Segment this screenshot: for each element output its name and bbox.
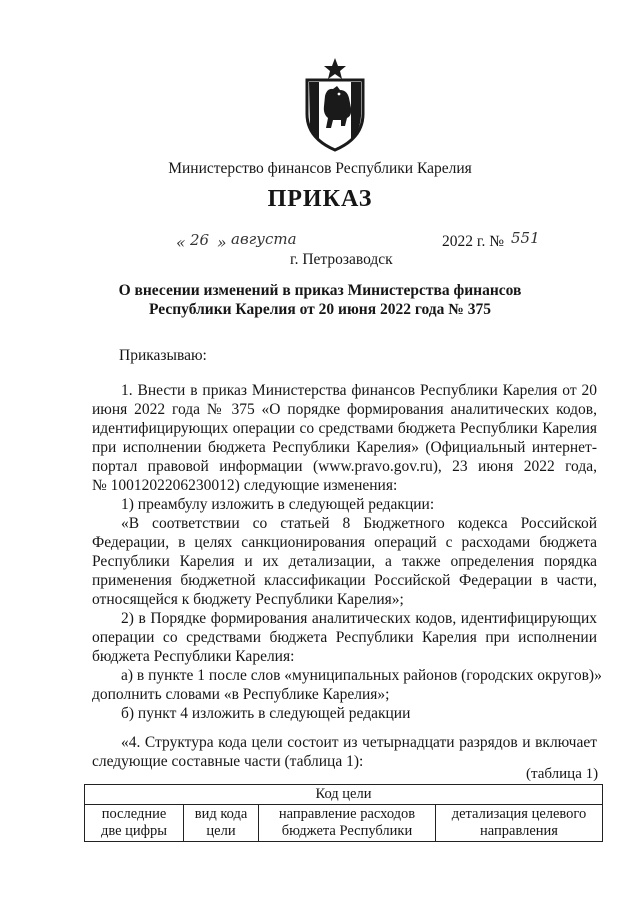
body-line: применения бюджетной классификации Российской Федерации в части,	[92, 572, 597, 589]
body-line: 1) преамбулу изложить в следующей редакции:	[121, 496, 435, 513]
body-line: «В соответствии со статьей 8 Бюджетного кодекса Российской	[121, 515, 597, 532]
cell-line: направления	[480, 823, 558, 839]
body-line: дополнить словами «в Республике Карелия»;	[92, 686, 390, 703]
body-line: операции со средствами бюджета Республики Карелия при исполнении	[92, 629, 597, 646]
table-cell	[184, 805, 259, 842]
coat-of-arms-icon	[297, 56, 373, 152]
body-line: 1. Внести в приказ Министерства финансов Республики Карелия от 20	[121, 382, 597, 399]
body-line: портал правовой информации (www.pravo.gov.ru), 23 июня 2022 года,	[92, 458, 597, 475]
body-line: относящейся к бюджету Республики Карелия»;	[92, 591, 404, 608]
table-cell	[436, 805, 603, 842]
document-type-title: ПРИКАЗ	[267, 186, 373, 212]
body-line: июня 2022 года № 375 «О порядке формирования аналитических кодов,	[92, 401, 597, 418]
body-line: б) пункт 4 изложить в следующей редакции	[121, 705, 411, 722]
ministry-name: Министерство финансов Республики Карелия	[168, 160, 472, 177]
cell-line: вид кода	[194, 806, 248, 822]
date-close-quote: »	[217, 234, 227, 252]
cell-line: две цифры	[100, 823, 168, 839]
date-month: августа	[231, 230, 297, 248]
cell-line: бюджета Республики	[281, 823, 413, 839]
cell-line: детализация целевого	[451, 806, 587, 822]
body-line: 2) в Порядке формирования аналитических кодов, идентифицирующих	[121, 610, 597, 627]
subject-line: О внесении изменений в приказ Министерства финансов	[118, 282, 522, 299]
date-number-line	[168, 228, 548, 252]
body-line: «4. Структура кода цели состоит из четырнадцати разрядов и включает	[121, 734, 597, 751]
date-day: 26	[190, 231, 210, 249]
body-line: бюджета Республики Карелия:	[92, 648, 295, 665]
table-header-cell: Код цели	[85, 785, 603, 805]
table-row	[85, 805, 603, 842]
city-label: г. Петрозаводск	[290, 251, 393, 268]
table-cell	[259, 805, 436, 842]
body-line: а) в пункте 1 после слов «муниципальных районов (городских округов)»	[121, 667, 602, 684]
body-line: Федерации, в целях санкционирования операций с расходами бюджета	[92, 534, 597, 551]
order-number: 551	[511, 229, 540, 247]
table-cell	[85, 805, 184, 842]
cell-line: цели	[206, 823, 236, 839]
cell-line: направление расходов	[278, 806, 416, 822]
body-line: Республики Карелия и их детализации, а также определения порядка	[92, 553, 597, 570]
table-header-row	[85, 785, 603, 805]
goal-code-table	[84, 784, 603, 842]
order-word: Приказываю:	[119, 347, 207, 364]
body-line: следующие составные части (таблица 1):	[92, 753, 364, 770]
subject-line: Республики Карелия от 20 июня 2022 года № 375	[149, 300, 491, 318]
body-line: при исполнении бюджета Республики Карелия» (Официальный интернет-	[92, 439, 597, 456]
body-line: № 1001202206230012) следующие изменения:	[92, 477, 398, 494]
body-line: идентифицирующих операции со средствами бюджета Республики Карелия	[92, 420, 597, 437]
cell-line: последние	[101, 806, 167, 822]
table-caption: (таблица 1)	[526, 766, 599, 782]
date-open-quote: «	[176, 234, 186, 252]
order-subject	[0, 282, 640, 319]
year-number-label: 2022 г. №	[442, 233, 505, 250]
